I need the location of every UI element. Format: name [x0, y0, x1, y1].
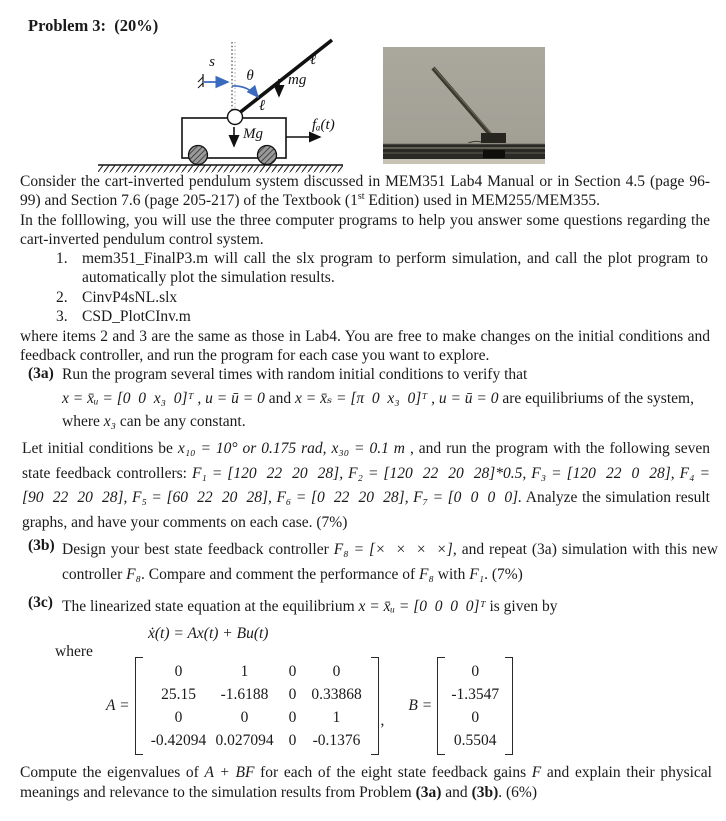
cart-pendulum-diagram: [92, 36, 358, 181]
datum-tick-2: [198, 83, 203, 88]
matrix-A-right-bracket: [371, 657, 379, 755]
A-cell: 0: [288, 685, 297, 703]
intro-paragraph-2: In the folllowing, you will use the three computer programs to help you answer some questions regarding the cart-inverted pendulum control system.: [20, 211, 710, 248]
B-cell: 0: [471, 662, 480, 680]
label-theta: θ: [246, 68, 254, 84]
equilibrium-up: x = x̄ᵤ = [0 0 x₃ 0]ᵀ , u = ū = 0: [62, 389, 265, 407]
section-3a: [28, 365, 718, 432]
photo-rail: [383, 143, 545, 159]
matrix-B-values: [445, 657, 505, 755]
B-cell: -1.3547: [451, 685, 500, 703]
eq-tail-text: are equilibriums of the system,: [498, 389, 694, 407]
s3c-t1: The linearized state equation at the equilibrium: [62, 598, 359, 615]
pivot-joint: [228, 110, 243, 125]
A-cell: 0: [288, 708, 297, 726]
list-item-2: [56, 288, 708, 307]
theta-angle-arc: [232, 86, 258, 97]
intro-paragraph-1: [20, 172, 710, 211]
final-t2: for each of the eight state feedback gains: [254, 764, 532, 781]
list-item-2-text: CinvP4sNL.slx: [82, 288, 178, 306]
label-ell-rod: ℓ: [309, 52, 317, 68]
label-s: s: [209, 54, 215, 70]
where-pre: where: [62, 412, 104, 430]
list-item-3-number: 3.: [56, 307, 68, 325]
s3c-t2: is given by: [485, 598, 558, 615]
label-fa: fₐ(t): [312, 117, 335, 133]
A-cell: -1.6188: [220, 685, 269, 703]
ctrl-pre: Let initial conditions be: [22, 440, 178, 457]
matrix-separator: ,: [380, 712, 385, 729]
B-cell: 0: [471, 708, 480, 726]
pendulum-photo: [383, 47, 545, 169]
A-cell: 0: [240, 708, 249, 726]
matrix-B-right-bracket: [505, 657, 513, 755]
A-cell: 0: [174, 708, 183, 726]
section-3c-content: [62, 594, 718, 620]
A-cell: 1: [332, 708, 341, 726]
where-word: where: [55, 643, 93, 660]
list-item-1-number: 1.: [56, 250, 68, 267]
matrix-A-values: [143, 657, 371, 755]
label-mg: mg: [288, 72, 307, 88]
datum-tick-1: [198, 77, 203, 82]
intro-p1-text: Consider the cart-inverted pendulum system discussed in MEM351 Lab4 Manual or in Section 4.5 (page 96-99) and Section 7.6 (page 205-217) of the Textbook (1: [20, 173, 710, 210]
page-title: Problem 3: (20%): [28, 16, 159, 35]
state-equation: ẋ(t) = Ax(t) + Bu(t): [148, 625, 269, 642]
section-3a-intro: Run the program several times with random initial conditions to verify that: [62, 366, 528, 383]
A-cell: 0.33868: [311, 685, 362, 703]
feedback-gains-math: F₁ = [120 22 20 28], F₂ = [120 22 20 28]*0.5, F₃ = [120 22 0 28], F₄ = [90 22 20 28], F₅ = [60 22 20 28], F₆ = [0 22 20 28], F₇ = [0 0 0 0].: [22, 464, 710, 507]
section-3a-where-line: [62, 412, 718, 432]
cart-wheel-left: [189, 146, 208, 165]
s3b-t3: . Compare and comment the performance of: [141, 566, 420, 583]
section-3c-label: (3c): [28, 594, 53, 611]
eq-connector: and: [264, 389, 295, 407]
final-t5: . (6%): [498, 783, 538, 801]
A-cell: 0: [288, 662, 297, 680]
A-plus-BF-symbol: A + BF: [204, 764, 255, 781]
B-cell: 0.5504: [453, 731, 497, 749]
section-3b-content: [62, 537, 718, 587]
list-item-3: [56, 307, 708, 326]
x3-symbol: x₃: [103, 412, 117, 430]
A-cell: 0: [288, 731, 297, 749]
after-list-paragraph: where items 2 and 3 are the same as those in Lab4. You are free to make changes on the initial conditions and feedback controller, and run the program for each case you want to explore.: [20, 328, 710, 365]
label-Mg: Mg: [243, 126, 263, 142]
controllers-paragraph: [22, 437, 710, 535]
final-t3: and explain their physical meanings and relevance to the simulation results from Problem: [20, 764, 712, 801]
final-t1: Compute the eigenvalues of: [20, 764, 205, 781]
s3b-t2: , and repeat (3a) simulation with this new controller: [62, 541, 718, 583]
F8-symbol-2: F₈: [419, 566, 434, 583]
section-3a-label: (3a): [28, 365, 54, 382]
initial-conditions-math: x₁₀ = 10° or 0.175 rad, x₃₀ = 0.1 m: [177, 440, 405, 457]
ref-3b-bold: (3b): [471, 783, 499, 801]
F8-symbol: F₈: [126, 566, 141, 583]
s3b-t5: . (7%): [484, 566, 523, 583]
A-cell: 0: [174, 662, 183, 680]
list-item-1: [56, 249, 708, 288]
list-item-2-number: 2.: [56, 288, 68, 306]
cart-pendulum-diagram-svg: [92, 36, 358, 176]
matrix-B-label: B =: [408, 697, 433, 714]
intro-block: [20, 172, 710, 249]
intro-p1-tail: Edition) used in MEM255/MEM355.: [364, 192, 601, 210]
edition-superscript: st: [357, 191, 365, 203]
F-symbol: F: [531, 764, 542, 781]
matrix-B-left-bracket: [437, 657, 445, 755]
list-item-3-text: CSD_PlotCInv.m: [82, 307, 191, 325]
photo-bottom-strip: [383, 159, 545, 164]
ctrl-mid: , and run the program with the following seven state feedback controllers:: [22, 440, 710, 482]
equilibrium-zero-vector: x = x̄ᵤ = [0 0 0 0]ᵀ: [358, 598, 486, 615]
program-list: [56, 249, 708, 326]
where-post: can be any constant.: [116, 412, 246, 430]
section-3b-label: (3b): [28, 537, 55, 554]
A-cell: -0.1376: [312, 731, 361, 749]
ctrl-post: Analyze the simulation result graphs, and have your comments on each case. (7%): [22, 489, 710, 531]
pendulum-photo-svg: [383, 47, 545, 164]
final-paragraph: [20, 763, 712, 802]
F1-symbol: F₁: [469, 566, 485, 583]
photo-cart-shadow: [483, 150, 505, 158]
section-3c: [28, 594, 718, 620]
section-3b: [28, 537, 718, 587]
final-t4: and: [441, 783, 472, 801]
s3b-t1: Design your best state feedback controller: [62, 541, 334, 558]
section-3a-content: [62, 365, 718, 432]
matrix-A-label: A =: [106, 697, 130, 714]
list-item-1-text: mem351_FinalP3.m will call the slx program to perform simulation, and call the plot program to automatically plot the simulation results.: [82, 250, 708, 287]
ref-3a-bold: (3a): [415, 783, 442, 801]
A-cell: 0.027094: [215, 731, 274, 749]
s3b-t4: with: [433, 566, 470, 583]
label-ell-pivot: ℓ: [258, 98, 266, 114]
A-cell: 0: [332, 662, 341, 680]
matrices-block: [106, 657, 513, 755]
A-cell: 25.15: [161, 685, 196, 703]
cart-wheel-right: [258, 146, 277, 165]
section-3a-equilibrium-equation: [62, 385, 718, 412]
A-cell: 1: [240, 662, 249, 680]
equilibrium-down: x = x̄ₛ = [π 0 x₃ 0]ᵀ , u = ū = 0: [294, 389, 499, 407]
F8-definition: F₈ = [× × × ×]: [333, 541, 453, 558]
A-cell: -0.42094: [150, 731, 207, 749]
matrix-A-left-bracket: [135, 657, 143, 755]
